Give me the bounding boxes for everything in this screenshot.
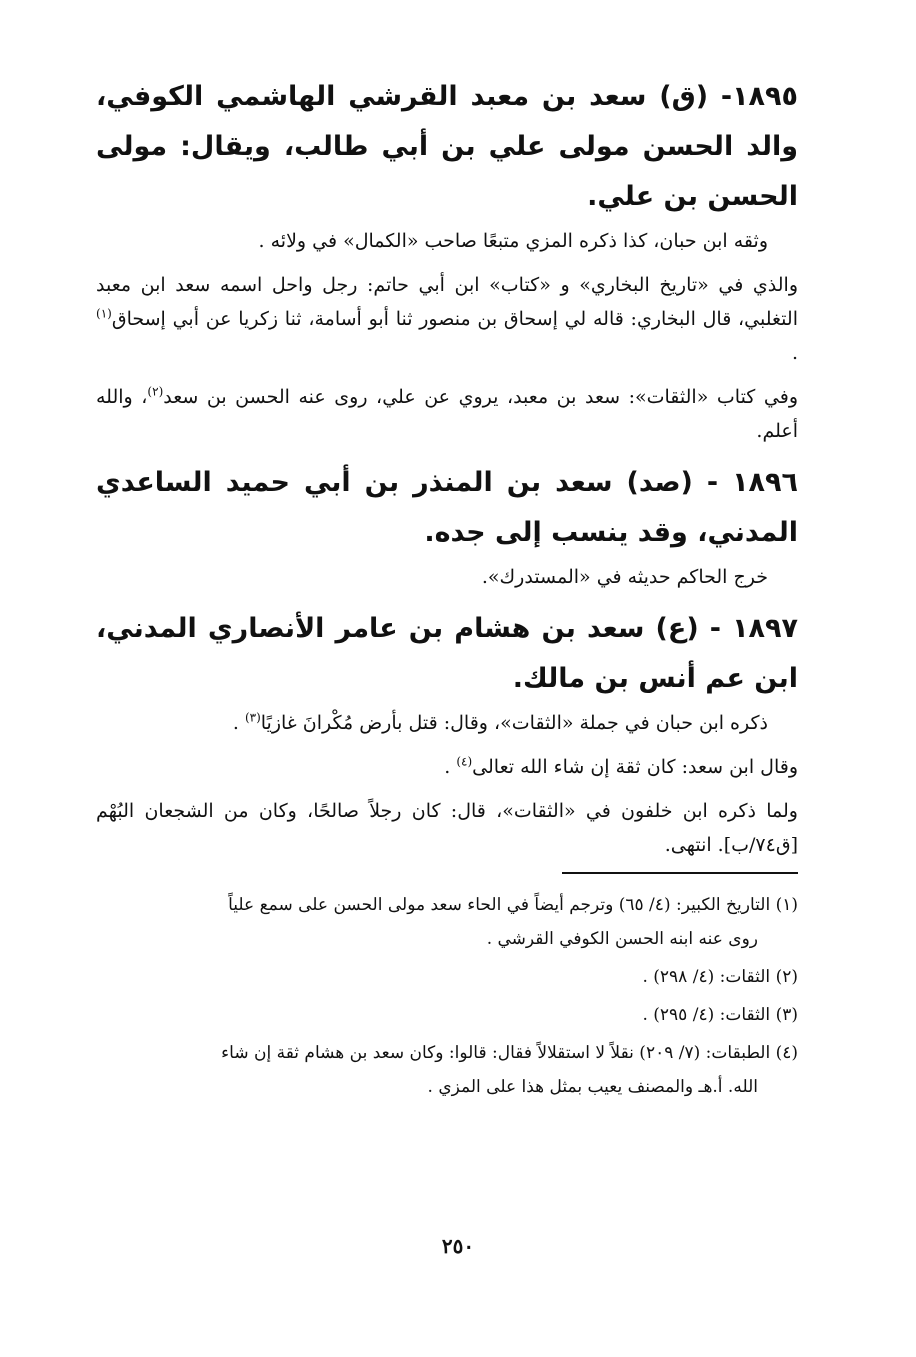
entry-1897-paragraph-1-text: ذكره ابن حبان في جملة «الثقات»، وقال: قتل بأرض مُكْرانَ غازيًا xyxy=(260,712,768,734)
footnote-4-continuation: الله. أ.هـ والمصنف يعيب بمثل هذا على المزي . xyxy=(427,1077,758,1097)
footnote-4 xyxy=(96,1036,798,1104)
entry-1897-paragraph-3: ولما ذكره ابن خلفون في «الثقات»، قال: كان رجلاً صالحًا، وكان من الشجعان البُهْم [ق٧٤/ب]. انتهى. xyxy=(96,800,798,856)
footnote-4-text: الطبقات: (٧/ ٢٠٩) نقلاً لا استقلالاً فقال: قالوا: وكان سعد بن هشام ثقة إن شاء xyxy=(221,1043,771,1063)
page-number: ٢٥٠ xyxy=(441,1234,475,1258)
entry-1896-paragraph-1: خرج الحاكم حديثه في «المستدرك». xyxy=(481,566,768,588)
footnote-1 xyxy=(96,888,798,956)
entry-1895-paragraph-3 xyxy=(96,380,798,448)
footnote-1-continuation: روى عنه ابنه الحسن الكوفي القرشي . xyxy=(486,929,758,949)
entry-1895-paragraph-1: وثقه ابن حبان، كذا ذكره المزي متبعًا صاحب «الكمال» في ولائه . xyxy=(258,230,768,252)
entry-heading-1897: ١٨٩٧ - (ع) سعد بن هشام بن عامر الأنصاري المدني، ابن عم أنس بن مالك. xyxy=(96,613,798,694)
entry-1897-paragraph-1-end: . xyxy=(232,712,245,734)
footnote-ref-2: (٢) xyxy=(147,384,164,399)
entry-1895-paragraph-2-text: والذي في «تاريخ البخاري» و «كتاب» ابن أبي حاتم: رجل واحل اسمه سعد ابن معبد التغلبي، قال البخاري: قاله لي إسحاق بن منصور ثنا أبو أسامة، ثنا زكريا عن أبي إسحاق xyxy=(96,274,798,330)
footnote-4-number: (٤) xyxy=(775,1043,798,1063)
entry-1895-paragraph-2 xyxy=(96,268,798,370)
entry-heading-1895: ١٨٩٥- (ق) سعد بن معبد القرشي الهاشمي الكوفي، والد الحسن مولى علي بن أبي طالب، ويقال: مولى الحسن بن علي. xyxy=(96,81,798,212)
entry-1895-paragraph-3-end: ، والله أعلم. xyxy=(96,386,798,442)
footnote-3 xyxy=(96,998,798,1032)
footnote-3-text: الثقات: (٤/ ٢٩٥) . xyxy=(642,1005,771,1025)
footnote-ref-1: (١) xyxy=(96,306,112,321)
footnote-divider xyxy=(562,872,798,874)
footnote-2-number: (٢) xyxy=(775,967,798,987)
footnote-1-number: (١) xyxy=(775,895,798,915)
footnote-3-number: (٣) xyxy=(775,1005,798,1025)
footnote-1-text: التاريخ الكبير: (٤/ ٦٥) وترجم أيضاً في الحاء سعد مولى الحسن على سمع علياً xyxy=(228,895,771,915)
entry-heading-1896: ١٨٩٦ - (صد) سعد بن المنذر بن أبي حميد الساعدي المدني، وقد ينسب إلى جده. xyxy=(96,467,798,548)
entry-1895-paragraph-2-end: . xyxy=(791,342,798,364)
entry-1897-paragraph-1 xyxy=(96,706,798,740)
footnote-2-text: الثقات: (٤/ ٢٩٨) . xyxy=(642,967,771,987)
footnote-ref-3: (٣) xyxy=(244,710,261,725)
footnote-2 xyxy=(96,960,798,994)
entry-1895-paragraph-3-text: وفي كتاب «الثقات»: سعد بن معبد، يروي عن علي، روى عنه الحسن بن سعد xyxy=(163,386,798,408)
entry-1897-paragraph-2-end: . xyxy=(444,756,457,778)
entry-1897-paragraph-2 xyxy=(96,750,798,784)
entry-1897-paragraph-2-text: وقال ابن سعد: كان ثقة إن شاء الله تعالى xyxy=(472,756,798,778)
footnote-ref-4: (٤) xyxy=(456,754,473,769)
